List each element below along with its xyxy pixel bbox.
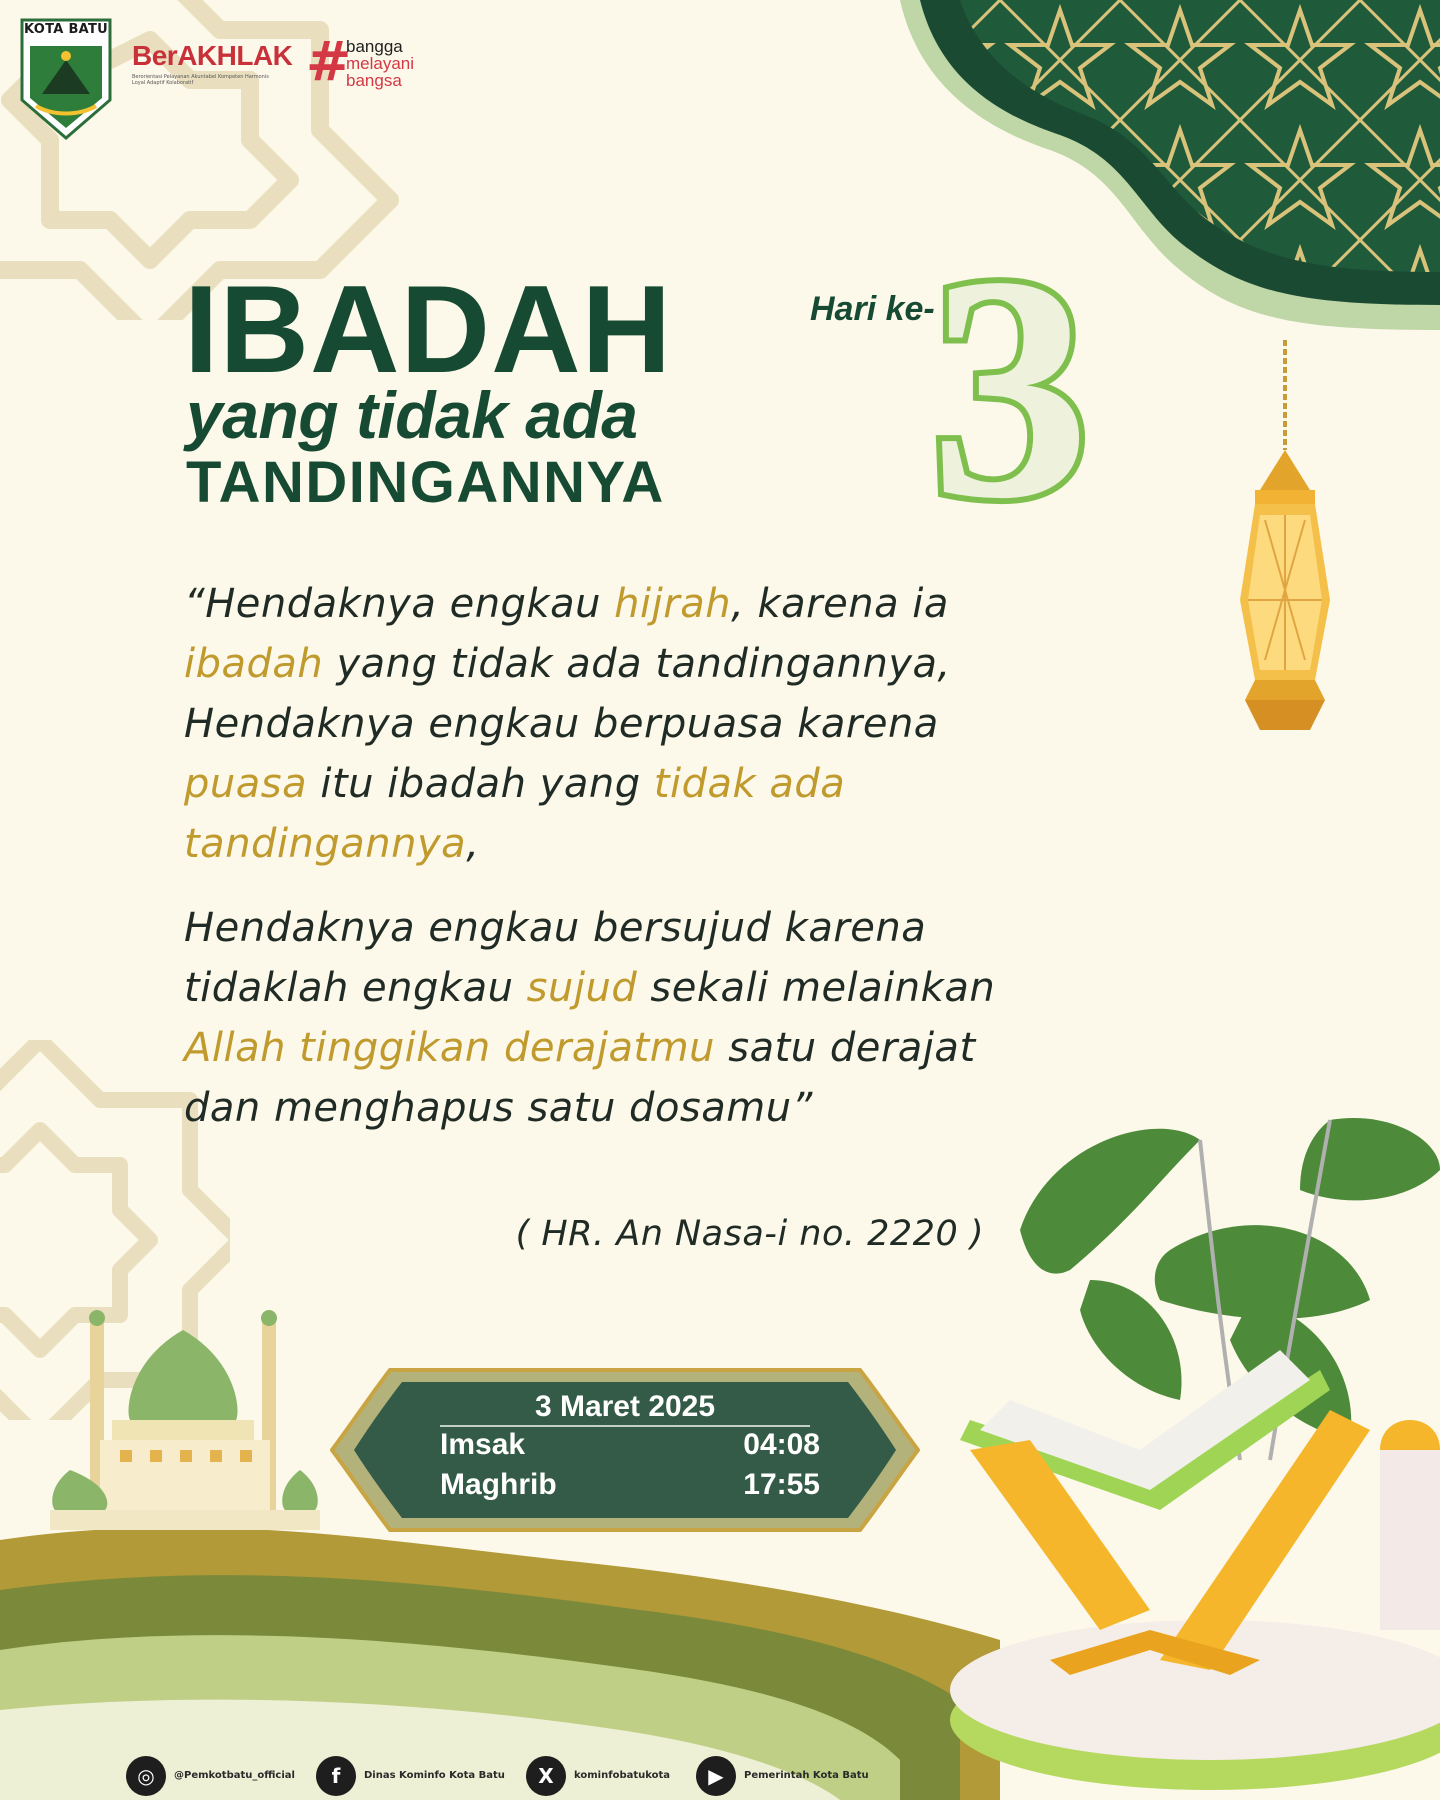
quote-text: Hendaknya engkau bersujud karena tidaklah engkau [184, 905, 927, 1011]
social-handle: Pemerintah Kota Batu [744, 1770, 869, 1781]
facebook-icon: f [316, 1756, 356, 1796]
youtube-icon: ▶ [696, 1756, 736, 1796]
maghrib-label: Maghrib [440, 1468, 557, 1501]
hadith-quote [184, 574, 1044, 1138]
bangga-line-3: bangsa [346, 71, 402, 90]
title-main: IBADAH [184, 261, 673, 399]
quote-highlight: hijrah [614, 581, 732, 627]
berakhlak-tagline: Berorientasi Pelayanan Akuntabel Kompeten Harmonis Loyal Adaptif Kolaboratif [132, 74, 269, 86]
quote-paragraph-2 [184, 898, 1044, 1138]
lantern-ornament [1230, 340, 1340, 740]
schedule-row-maghrib [440, 1468, 820, 1502]
imsak-label: Imsak [440, 1428, 526, 1461]
maghrib-time: 17:55 [743, 1468, 820, 1501]
bangga-melayani-logo [306, 30, 446, 98]
title-subtitle: yang tidak ada [186, 378, 638, 452]
berakhlak-logo [132, 40, 302, 100]
quote-text: itu ibadah yang [307, 761, 654, 807]
quote-highlight: tidak ada tandingannya [184, 761, 846, 867]
social-handle: @Pemkotbatu_official [174, 1770, 295, 1781]
bangga-line-1: bangga [346, 37, 403, 56]
quote-highlight: Allah tinggikan derajatmu [184, 1025, 716, 1071]
kota-batu-label: KOTA BATU [23, 22, 109, 37]
title-subtitle-2: TANDINGANNYA [186, 450, 665, 515]
quote-text: , karena ia [731, 581, 949, 627]
schedule-row-imsak [440, 1428, 820, 1462]
day-number: 3 [930, 211, 1090, 565]
quote-highlight: ibadah [184, 641, 324, 687]
day-label: Hari ke- [810, 290, 935, 328]
quote-text: sekali melainkan [637, 965, 996, 1011]
x-icon: X [526, 1756, 566, 1796]
quote-paragraph-1 [184, 574, 1044, 874]
quote-text: yang tidak ada tandingannya, Hendaknya engkau berpuasa karena [184, 641, 951, 747]
quote-highlight: sujud [526, 965, 638, 1011]
kota-batu-logo [18, 16, 114, 142]
imsak-time: 04:08 [743, 1428, 820, 1461]
hashtag-icon: # [306, 30, 352, 93]
quran-stand-ornament [900, 1330, 1440, 1800]
social-handle: Dinas Kominfo Kota Batu [364, 1770, 505, 1781]
prayer-schedule-banner [330, 1366, 920, 1534]
social-handle: kominfobatukota [574, 1770, 671, 1781]
quote-highlight: puasa [184, 761, 308, 807]
schedule-date: 3 Maret 2025 [534, 1390, 716, 1423]
quote-text: “Hendaknya engkau [184, 581, 615, 627]
quote-text: satu derajat dan menghapus satu dosamu” [184, 1025, 976, 1131]
mosque-ornament [50, 1300, 320, 1530]
berakhlak-wordmark: BerAKHLAK [132, 40, 293, 71]
quote-text: , [466, 821, 480, 867]
instagram-icon: ◎ [126, 1756, 166, 1796]
bangga-line-2: melayani [346, 54, 415, 73]
social-footer [126, 1764, 1126, 1790]
quote-source: ( HR. An Nasa-i no. 2220 ) [515, 1214, 984, 1254]
